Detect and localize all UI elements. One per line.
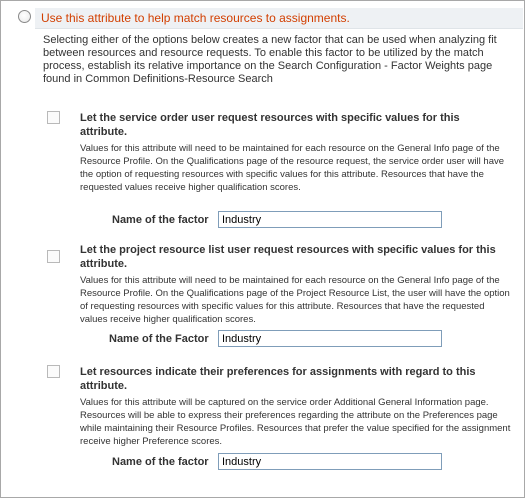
option-preferences-factor-input[interactable] <box>218 453 442 470</box>
option-project-list-description: Values for this attribute will need to be maintained for each resource on the General Info page of the Resource Profile. On the Qualifications page of the Project Resource List, the user will have the option of requesting resources with specific values for this attribute. Resources that have the requested values receive higher qualification scores. <box>80 275 510 325</box>
section-header-text: Use this attribute to help match resources to assignments. <box>41 11 350 25</box>
option-project-list-factor-label: Name of the Factor <box>109 333 209 345</box>
option-preferences-checkbox[interactable] <box>47 365 60 378</box>
option-service-order-factor-input[interactable] <box>218 211 442 228</box>
option-service-order-description: Values for this attribute will need to be maintained for each resource on the General Info page of the Resource Profile. On the Qualifications page of the resource request, the service order user will have the option of requesting resources with specific values for this attribute. Resources that have the requested values receive higher qualification scores. <box>80 143 505 193</box>
option-preferences-title: Let resources indicate their preferences for assignments with regard to this attribute. <box>80 366 476 392</box>
match-radio-button[interactable] <box>18 10 31 23</box>
option-service-order-factor-label: Name of the factor <box>112 214 209 226</box>
option-project-list-title: Let the project resource list user request resources with specific values for this attribute. <box>80 244 496 270</box>
option-project-list-factor-input[interactable] <box>218 330 442 347</box>
option-preferences-factor-label: Name of the factor <box>112 456 209 468</box>
option-service-order-title: Let the service order user request resources with specific values for this attribute. <box>80 112 460 138</box>
intro-paragraph: Selecting either of the options below creates a new factor that can be used when analyzing fit between resources and resource requests. To enable this factor to be utilized by the match process, establish its relative importance on the Search Configuration - Factor Weights page found in Common Definitions-Resource Search <box>43 34 497 85</box>
option-project-list-checkbox[interactable] <box>47 250 60 263</box>
option-preferences-description: Values for this attribute will be captured on the service order Additional General Information page. Resources will be able to express their preferences regarding the attribute on the Preferences page while maintaining their Resource Profiles. Resources that prefer the value specified for the assignment receive higher Preference scores. <box>80 397 511 447</box>
option-service-order-checkbox[interactable] <box>47 111 60 124</box>
